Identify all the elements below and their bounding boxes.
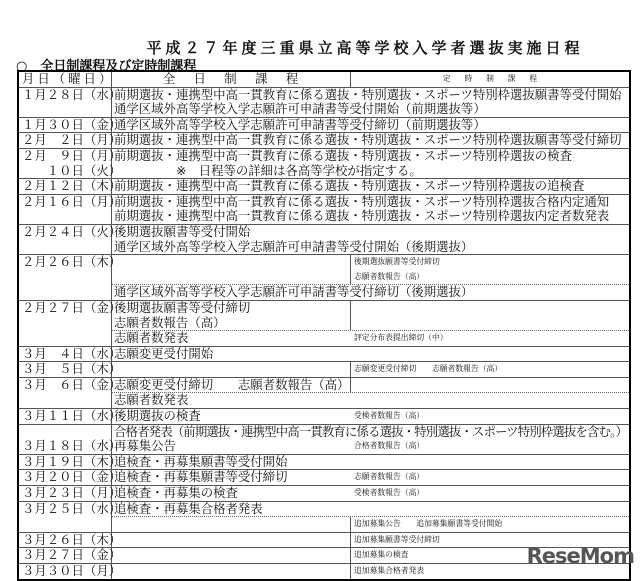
- table-row: [19, 148, 629, 178]
- table-row: [19, 424, 629, 454]
- parttime-cell: 志願者数報告（高）: [354, 472, 425, 482]
- fulltime-cell: [112, 393, 351, 408]
- schedule-line: [112, 347, 629, 362]
- row-body: [112, 378, 629, 408]
- fulltime-text: 後期選抜の検査: [114, 408, 201, 424]
- parttime-cell: [351, 502, 629, 517]
- schedule-line: [112, 255, 629, 270]
- parttime-cell: 受検者数報告（高）: [354, 411, 425, 421]
- table-row: [19, 501, 629, 532]
- date-cell: [19, 547, 122, 563]
- schedule-line: [112, 149, 629, 164]
- row-body: [112, 133, 629, 148]
- row-body: [112, 179, 629, 194]
- fulltime-cell: [112, 86, 622, 103]
- fulltime-cell: [112, 101, 486, 117]
- schedule-table: [17, 70, 631, 581]
- fulltime-cell: [112, 564, 351, 579]
- parttime-cell: 追加募集願書等受付締切: [354, 534, 440, 544]
- schedule-line: [112, 392, 629, 408]
- fulltime-cell: [112, 455, 351, 470]
- row-body: [112, 347, 629, 362]
- table-row: [19, 346, 629, 362]
- row-body: [112, 88, 629, 117]
- fulltime-text: 志願変更受付開始: [114, 345, 214, 361]
- table-header-row: [19, 72, 629, 87]
- fulltime-text: 前期選抜・連携型中高一貫教育に係る選抜・特別選抜・スポーツ特別枠選抜合格内定通知: [114, 193, 610, 209]
- parttime-cell: 追加募集の検査: [354, 550, 409, 560]
- header-date-cell: [19, 71, 115, 87]
- date-text: ３月２７日（金）: [22, 547, 122, 563]
- fulltime-cell: [112, 502, 351, 517]
- fulltime-cell: [112, 255, 351, 270]
- table-row: [19, 194, 629, 224]
- fulltime-cell: [112, 162, 422, 179]
- fulltime-cell: [112, 316, 351, 331]
- table-row: [19, 178, 629, 194]
- fulltime-text: 通学区域外高等学校入学志願許可申請書等受付開始（後期選抜）: [114, 238, 474, 254]
- date-text: ３月２０日（金）: [22, 469, 122, 485]
- row-body: [112, 149, 629, 178]
- schedule-line: [112, 470, 629, 485]
- section-heading: ○ 全日制課程及び定時制課程: [16, 59, 197, 74]
- row-body: [112, 225, 629, 254]
- row-body: [112, 255, 629, 300]
- parttime-cell: [351, 378, 629, 393]
- table-row: [19, 87, 629, 117]
- fulltime-text: 合格者発表（前期選抜・連携型中高一貫教育に係る選抜・特別選抜・スポーツ特別枠選抜を含む。）: [114, 423, 627, 439]
- fulltime-cell: [112, 486, 351, 501]
- schedule-line: [112, 179, 629, 194]
- fulltime-text: 追検査・再募集の検査: [114, 485, 238, 501]
- fulltime-text: 前期選抜・連携型中高一貫教育に係る選抜・特別選抜・スポーツ特別枠選抜願書等受付締切: [114, 132, 622, 148]
- date-cell: [19, 299, 122, 346]
- parttime-cell: 追加募集公告 追加募集願書等受付開始: [354, 519, 503, 529]
- date-text: １０日（火）: [22, 162, 122, 178]
- row-body: [112, 118, 629, 133]
- fulltime-cell: [112, 470, 351, 485]
- table-row: [19, 454, 629, 470]
- fulltime-cell: [112, 147, 572, 164]
- fulltime-cell: [112, 270, 351, 285]
- fulltime-cell: [112, 548, 351, 563]
- date-cell: [19, 563, 122, 579]
- table-row: [19, 469, 629, 485]
- schedule-line: [112, 301, 629, 316]
- parttime-cell: [351, 301, 629, 316]
- row-body: [112, 486, 629, 501]
- date-text: ３月１１日（水）: [22, 408, 122, 424]
- parttime-cell: [351, 347, 629, 362]
- fulltime-cell: [112, 301, 351, 316]
- date-cell: [19, 485, 122, 501]
- fulltime-text: 後期選抜願書等受付締切: [114, 299, 251, 315]
- date-text: ３月 ４日（水）: [22, 345, 122, 361]
- date-text: ３月 ５日（木）: [22, 361, 122, 377]
- schedule-line: [112, 330, 629, 346]
- parttime-cell: 受検者数報告（高）: [354, 488, 425, 498]
- fulltime-cell: [112, 409, 351, 424]
- date-text: ３月１９日（木）: [22, 453, 122, 469]
- date-text: ３月２３日（月）: [22, 485, 122, 501]
- date-cell: [19, 116, 122, 133]
- row-body: [112, 362, 629, 377]
- date-cell: [19, 531, 122, 548]
- date-cell: [19, 193, 122, 224]
- date-cell: [19, 453, 122, 470]
- row-body: [112, 409, 629, 424]
- schedule-line: [112, 88, 629, 103]
- fulltime-text: 志願者数発表: [114, 330, 189, 346]
- date-cell: [19, 132, 122, 148]
- parttime-cell: [351, 455, 629, 470]
- date-text: ２月 ２日（月）: [22, 132, 122, 148]
- fulltime-cell: [112, 439, 351, 454]
- fulltime-text: 追検査・再募集合格者発表: [114, 500, 263, 516]
- table-row: [19, 377, 629, 408]
- schedule-line: [112, 225, 629, 240]
- schedule-line: [112, 164, 629, 179]
- row-body: [112, 455, 629, 470]
- schedule-line: [112, 425, 629, 440]
- row-body: [112, 470, 629, 485]
- fulltime-text: 通学区域外高等学校入学志願許可申請書等受付締切（後期選抜）: [114, 284, 474, 300]
- date-cell: [19, 178, 122, 194]
- row-body: [112, 425, 629, 454]
- fulltime-cell: [112, 331, 351, 346]
- resemom-logo: ReseMom: [526, 544, 634, 568]
- date-cell: [19, 408, 122, 424]
- date-cell: [19, 361, 122, 377]
- header-date: 月日（曜日）: [22, 71, 115, 86]
- schedule-line: [112, 195, 629, 210]
- date-text: ２月２６日（木）: [22, 254, 122, 270]
- schedule-line: [112, 133, 629, 148]
- fulltime-text: 前期選抜・連携型中高一貫教育に係る選抜・特別選抜・スポーツ特別枠選抜の追検査: [114, 178, 585, 194]
- schedule-line: [112, 502, 629, 517]
- parttime-cell: 追加募集合格者発表: [354, 566, 425, 575]
- date-cell: [19, 223, 122, 254]
- date-text: ３月２６日（木）: [22, 531, 122, 547]
- row-body: [112, 301, 629, 346]
- row-body: [112, 502, 629, 532]
- fulltime-cell: [112, 178, 585, 194]
- fulltime-text: 志願者数報告（高）: [114, 314, 226, 330]
- header-fulltime: 全 日 制 課 程: [112, 72, 351, 87]
- date-cell: [19, 376, 122, 408]
- schedule-line: [112, 316, 629, 331]
- table-row: [19, 254, 629, 300]
- date-text: ３月１８日（水）: [22, 438, 122, 454]
- table-row: [19, 485, 629, 501]
- schedule-line: [112, 378, 629, 393]
- date-text: [22, 425, 111, 440]
- date-text: ３月２５日（水）: [22, 500, 122, 516]
- schedule-line: [112, 486, 629, 501]
- schedule-line: [112, 439, 629, 454]
- fulltime-cell: [112, 423, 627, 440]
- table-row: [19, 224, 629, 254]
- fulltime-text: 前期選抜・連携型中高一貫教育に係る選抜・特別選抜・スポーツ特別枠選抜の検査: [114, 147, 572, 163]
- fulltime-cell: [112, 225, 351, 240]
- fulltime-text: 前期選抜・連携型中高一貫教育に係る選抜・特別選抜・スポーツ特別枠選抜内定者数発表: [114, 208, 610, 224]
- fulltime-cell: [112, 533, 351, 548]
- fulltime-text: 追検査・再募集願書等受付締切: [114, 469, 288, 485]
- parttime-cell: 合格者数報告（高）: [354, 441, 425, 451]
- fulltime-text: ※ 日程等の詳細は各高等学校が指定する。: [114, 162, 422, 178]
- table-row: [19, 117, 629, 133]
- fulltime-cell: [112, 116, 486, 133]
- fulltime-cell: [112, 208, 610, 224]
- date-text: １月３０日（金）: [22, 116, 122, 132]
- date-text: ３月３０日（月）: [22, 563, 122, 578]
- schedule-line: [112, 409, 629, 424]
- fulltime-text: 志願変更受付締切 志願者数報告（高）: [114, 376, 350, 392]
- schedule-line: [112, 284, 629, 300]
- schedule-line: [112, 102, 629, 117]
- parttime-cell: 評定分布表提出締切（中）: [354, 333, 448, 343]
- date-text: ２月１６日（月）: [22, 193, 122, 209]
- date-cell: [19, 425, 122, 454]
- fulltime-cell: [112, 132, 622, 148]
- parttime-cell: 志願者数報告（高）: [354, 271, 425, 281]
- date-cell: [19, 469, 122, 485]
- header-line: [112, 72, 629, 87]
- date-text: ２月２４日（火）: [22, 223, 122, 239]
- fulltime-cell: [112, 193, 610, 210]
- fulltime-cell: [112, 378, 351, 393]
- schedule-line: [112, 209, 629, 224]
- parttime-cell: [351, 393, 629, 408]
- date-cell: [19, 86, 122, 117]
- date-text: １月２８日（水）: [22, 86, 122, 102]
- fulltime-text: 追検査・再募集願書等受付開始: [114, 453, 288, 469]
- schedule-line: [112, 516, 629, 532]
- date-cell: [19, 254, 122, 300]
- date-text: ２月２７日（金）: [22, 299, 122, 315]
- fulltime-cell: [112, 284, 474, 300]
- fulltime-cell: [112, 347, 351, 362]
- date-text: ３月 ６日（金）: [22, 376, 122, 392]
- parttime-cell: [351, 225, 629, 240]
- header-parttime: 定 時 制 課 程: [442, 74, 541, 83]
- document-title: 平成２７年度三重県立高等学校入学者選抜実施日程: [146, 39, 584, 57]
- schedule-line: [112, 270, 629, 285]
- table-row: [19, 408, 629, 424]
- fulltime-text: 後期選抜願書等受付開始: [114, 223, 251, 239]
- fulltime-text: 志願者数発表: [114, 392, 189, 408]
- schedule-line: [112, 240, 629, 255]
- fulltime-text: 前期選抜・連携型中高一貫教育に係る選抜・特別選抜・スポーツ特別枠選抜願書等受付開始: [114, 86, 622, 102]
- fulltime-cell: [112, 362, 351, 377]
- fulltime-text: 通学区域外高等学校入学志願許可申請書等受付開始（前期選抜等）: [114, 101, 486, 117]
- table-row: [19, 361, 629, 377]
- schedule-line: [112, 118, 629, 133]
- date-text: ２月 ９日（月）: [22, 147, 122, 163]
- date-cell: [19, 500, 122, 532]
- header-body: [112, 72, 629, 87]
- row-body: [112, 195, 629, 224]
- fulltime-text: 再募集公告: [114, 438, 176, 454]
- schedule-line: [112, 455, 629, 470]
- table-row: [19, 132, 629, 148]
- parttime-cell: 後期選抜願書等受付締切: [354, 257, 440, 267]
- parttime-cell: [351, 316, 629, 331]
- parttime-cell: 志願変更受付締切 志願者数報告（高）: [354, 364, 503, 374]
- date-cell: [19, 345, 122, 362]
- fulltime-text: 通学区域外高等学校入学志願許可申請書等受付締切（前期選抜等）: [114, 116, 486, 132]
- date-cell: [19, 147, 122, 178]
- table-row: [19, 300, 629, 346]
- date-text: ２月１２日（木）: [22, 178, 122, 194]
- schedule-line: [112, 362, 629, 377]
- fulltime-cell: [112, 238, 474, 255]
- fulltime-cell: [112, 517, 351, 532]
